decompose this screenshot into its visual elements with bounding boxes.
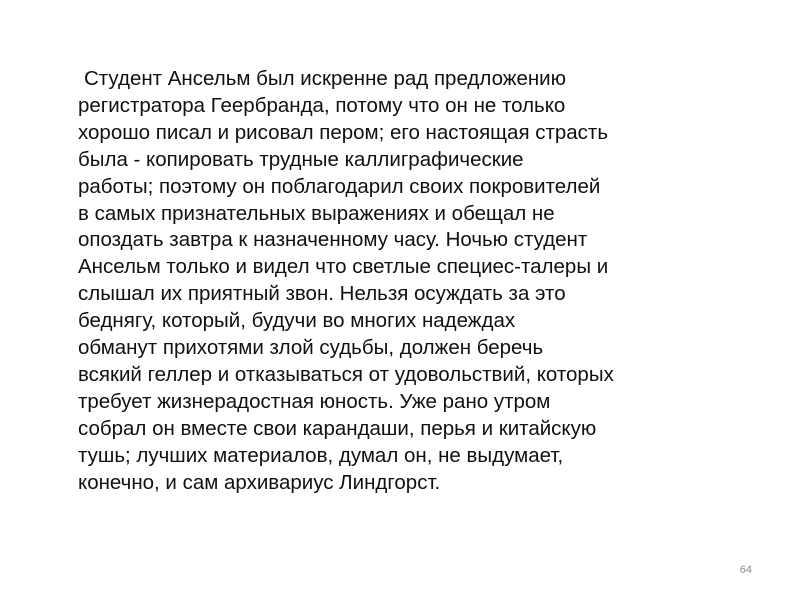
text-line: тушь; лучших материалов, думал он, не выдумает,	[78, 443, 564, 467]
text-line: хорошо писал и рисовал пером; его настоящая страсть	[78, 120, 608, 144]
text-line: в самых признательных выражениях и обещал не	[78, 201, 555, 225]
text-line: была - копировать трудные каллиграфические	[78, 147, 524, 171]
text-line: требует жизнерадостная юность. Уже рано утром	[78, 389, 551, 413]
text-line: собрал он вместе свои карандаши, перья и китайскую	[78, 416, 597, 440]
text-line: слышал их приятный звон. Нельзя осуждать за это	[78, 282, 566, 306]
text-line: регистратора Геербранда, потому что он не только	[78, 93, 566, 117]
text-line: Студент Ансельм был искренне рад предложению	[84, 67, 567, 90]
body-text	[78, 66, 768, 497]
text-line: обманут прихотями злой судьбы, должен беречь	[78, 336, 544, 360]
text-line: беднягу, который, будучи во многих надеждах	[78, 309, 516, 333]
text-line: конечно, и сам архивариус Линдгорст.	[78, 470, 441, 494]
text-line: Ансельм только и видел что светлые специес-талеры и	[78, 255, 609, 279]
text-line: всякий геллер и отказываться от удовольствий, которых	[78, 362, 614, 386]
text-line: работы; поэтому он поблагодарил своих покровителей	[78, 174, 601, 198]
page-number: 64	[739, 564, 752, 576]
text-line: опоздать завтра к назначенному часу. Ночью студент	[78, 228, 588, 252]
